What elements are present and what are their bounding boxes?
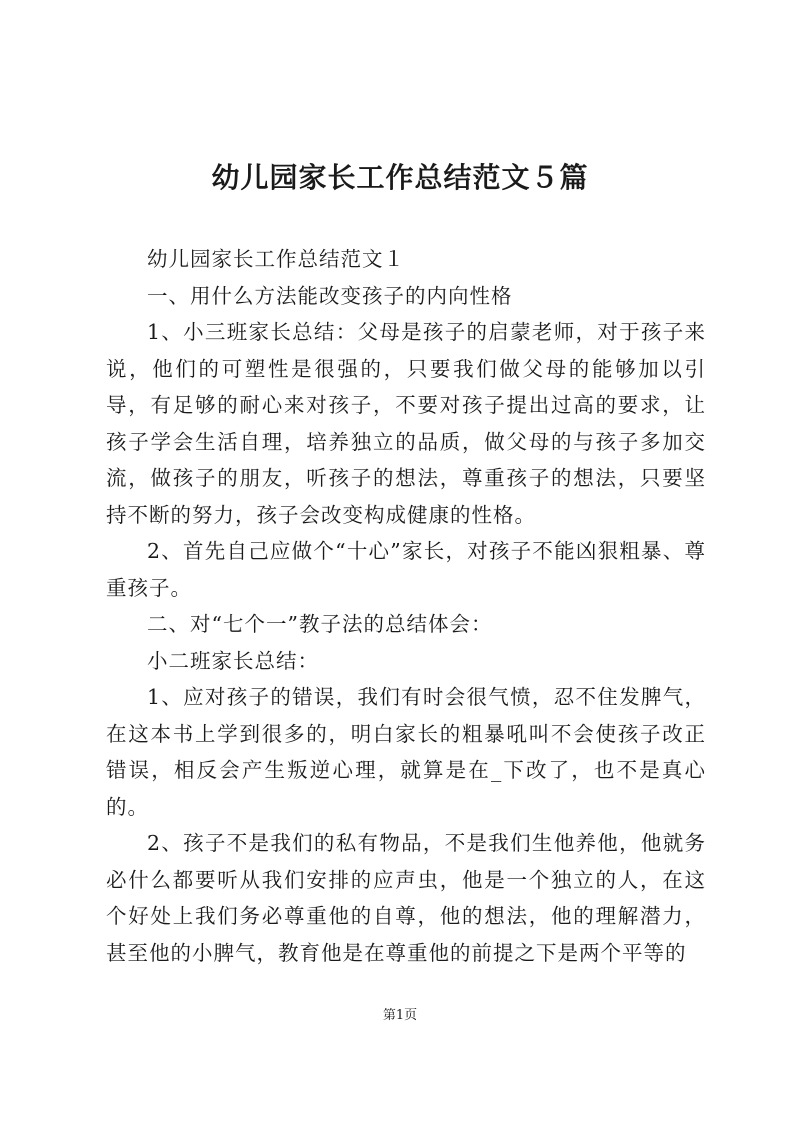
subheading-2: 二、对“七个一”教子法的总结体会： <box>147 612 493 636</box>
page-title: 幼儿园家长工作总结范文５篇 <box>211 161 589 194</box>
paragraph: 2、首先自己应做个“十心”家长，对孩子不能凶狠粗暴、尊重孩子。 <box>106 539 706 600</box>
page-number: 第1页 <box>382 1008 418 1023</box>
document-body <box>106 241 706 971</box>
paragraph: 小二班家长总结： <box>147 648 319 673</box>
section-heading: 幼儿园家长工作总结范文１ <box>147 247 405 271</box>
paragraph: 1、小三班家长总结：父母是孩子的启蒙老师，对于孩子来说，他们的可塑性是很强的，只要我们做父母的能够加以引导，有足够的耐心来对孩子，不要对孩子提出过高的要求，让孩子学会生活自理，培养独立的品质，做父母的与孩子多加交流，做孩子的朋友，听孩子的想法，尊重孩子的想法，只要坚持不断的努力，孩子会改变构成健康的性格。 <box>106 320 706 527</box>
paragraph: 1、应对孩子的错误，我们有时会很气愤，忍不住发脾气，在这本书上学到很多的，明白家长的粗暴吼叫不会使孩子改正错误，相反会产生叛逆心理，就算是在_下改了，也不是真心的。 <box>106 685 706 819</box>
subheading-1: 一、用什么方法能改变孩子的内向性格 <box>147 283 513 308</box>
paragraph: 2、孩子不是我们的私有物品，不是我们生他养他，他就务必什么都要听从我们安排的应声虫，他是一个独立的人，在这个好处上我们务必尊重他的自尊，他的想法，他的理解潜力，甚至他的小脾气，教育他是在尊重他的前提之下是两个平等的 <box>106 831 706 965</box>
